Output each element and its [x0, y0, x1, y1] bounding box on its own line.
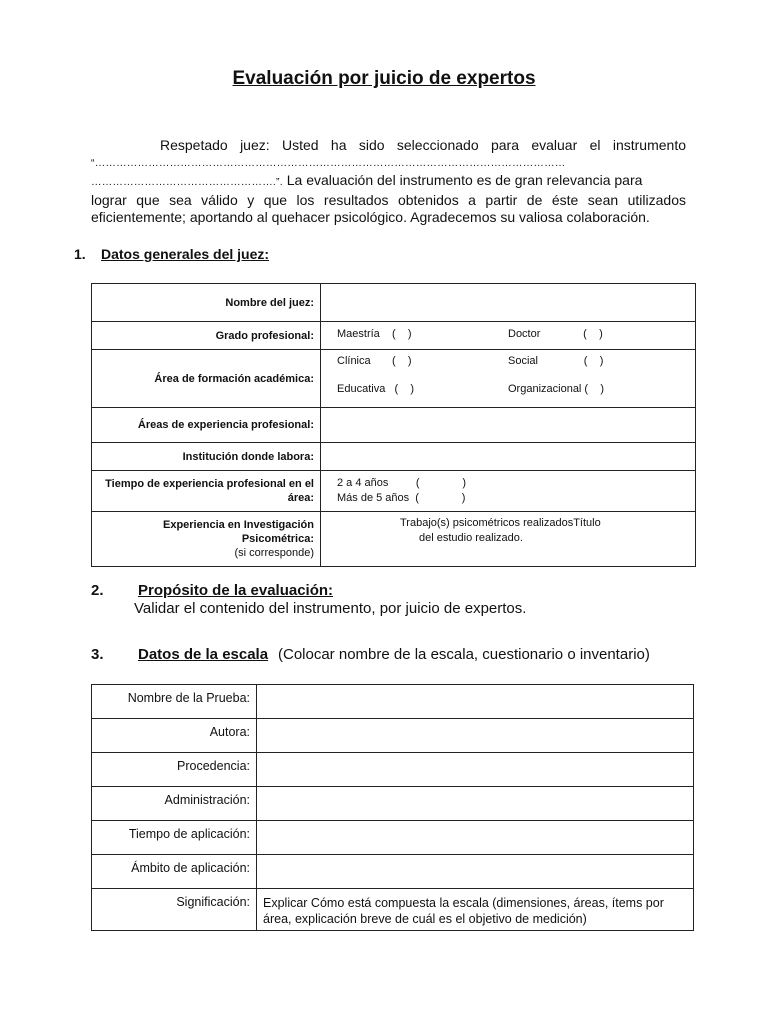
table-row — [92, 443, 696, 471]
table-row — [92, 753, 694, 787]
scale-row-label: Significación: — [92, 889, 257, 931]
time-option-2-4[interactable]: 2 a 4 años ( ) — [337, 477, 466, 489]
scale-row-label: Ámbito de aplicación: — [92, 855, 257, 889]
scale-row-label: Autora: — [92, 719, 257, 753]
area-option-organizational[interactable]: Organizacional ( ) — [508, 382, 604, 395]
section-1-label: Datos generales del juez: — [101, 246, 270, 262]
section-1-number: 1. — [74, 246, 86, 262]
table-row — [92, 719, 694, 753]
table-row — [92, 471, 696, 512]
research-value-line-1: Trabajo(s) psicométricos realizadosTítulo — [400, 517, 601, 529]
scale-row-label: Administración: — [92, 787, 257, 821]
table-row — [92, 855, 694, 889]
experience-areas-label: Áreas de experiencia profesional: — [92, 408, 321, 443]
grade-options — [321, 322, 696, 350]
section-2-label: Propósito de la evaluación: — [138, 582, 334, 599]
grade-option-masters[interactable]: Maestría ( ) — [337, 327, 412, 340]
intro-line-3 — [91, 172, 686, 192]
document-title: Evaluación por juicio de expertos — [232, 68, 536, 89]
section-3-label: Datos de la escala — [138, 646, 269, 663]
section-2-number: 2. — [91, 582, 104, 599]
judge-name-field[interactable] — [321, 284, 696, 322]
scale-row-label: Nombre de la Prueba: — [92, 685, 257, 719]
institution-field[interactable] — [321, 443, 696, 471]
test-name-field[interactable] — [257, 685, 694, 719]
intro-rest: lograr que sea válido y que los resultados obtenidos a partir de éste sean utilizados eficientemente; aportando al quehacer psicológico. Agradecemos su valiosa colaboración. — [91, 191, 686, 225]
area-label: Área de formación académica: — [92, 350, 321, 408]
judge-name-label: Nombre del juez: — [92, 284, 321, 322]
scale-data-table — [91, 684, 694, 931]
grade-option-doctor[interactable]: Doctor ( ) — [508, 327, 603, 340]
area-option-educational[interactable]: Educativa ( ) — [337, 382, 415, 395]
table-row — [92, 408, 696, 443]
research-label: Experiencia en Investigación Psicométrica: — [162, 519, 314, 545]
section-1-heading — [74, 246, 269, 262]
experience-areas-field[interactable] — [321, 408, 696, 443]
table-row — [92, 889, 694, 931]
section-3-number: 3. — [91, 646, 104, 663]
application-time-field[interactable] — [257, 821, 694, 855]
table-row — [92, 512, 696, 567]
intro-line-2: “…………………………………………………………………………………………………………………… — [91, 156, 566, 169]
intro-line-3-text: La evaluación del instrumento es de gran relevancia para — [282, 172, 643, 188]
application-scope-field[interactable] — [257, 855, 694, 889]
area-options — [321, 350, 696, 408]
institution-label: Institución donde labora: — [92, 443, 321, 471]
author-field[interactable] — [257, 719, 694, 753]
administration-field[interactable] — [257, 787, 694, 821]
significance-field[interactable]: Explicar Cómo está compuesta la escala (dimensiones, áreas, ítems por área, explicación breve de cuál es el objetivo de medición) — [257, 889, 694, 931]
time-option-5-plus[interactable]: Más de 5 años ( ) — [337, 492, 466, 504]
research-value-line-2: del estudio realizado. — [419, 532, 523, 544]
research-label-cell — [92, 512, 321, 567]
judge-data-table — [91, 283, 696, 567]
table-row — [92, 685, 694, 719]
scale-row-label: Procedencia: — [92, 753, 257, 787]
section-3-note: (Colocar nombre de la escala, cuestionario o inventario) — [278, 646, 650, 663]
experience-time-label: Tiempo de experiencia profesional en el área: — [92, 471, 321, 512]
intro-dots: …………………………………………….”. — [91, 176, 283, 188]
origin-field[interactable] — [257, 753, 694, 787]
scale-row-label: Tiempo de aplicación: — [92, 821, 257, 855]
area-option-clinical[interactable]: Clínica ( ) — [337, 354, 412, 367]
experience-time-options — [321, 471, 696, 512]
section-2-description: Validar el contenido del instrumento, por juicio de expertos. — [134, 600, 527, 617]
intro-line-1: Respetado juez: Usted ha sido seleccionado para evaluar el instrumento — [160, 137, 686, 153]
table-row — [92, 284, 696, 322]
intro-paragraph — [91, 137, 686, 227]
research-sub-label: (si corresponde) — [234, 547, 314, 559]
table-row — [92, 787, 694, 821]
area-option-social[interactable]: Social ( ) — [508, 354, 604, 367]
grade-label: Grado profesional: — [92, 322, 321, 350]
table-row — [92, 322, 696, 350]
table-row — [92, 350, 696, 408]
table-row — [92, 821, 694, 855]
research-value-cell — [321, 512, 696, 567]
